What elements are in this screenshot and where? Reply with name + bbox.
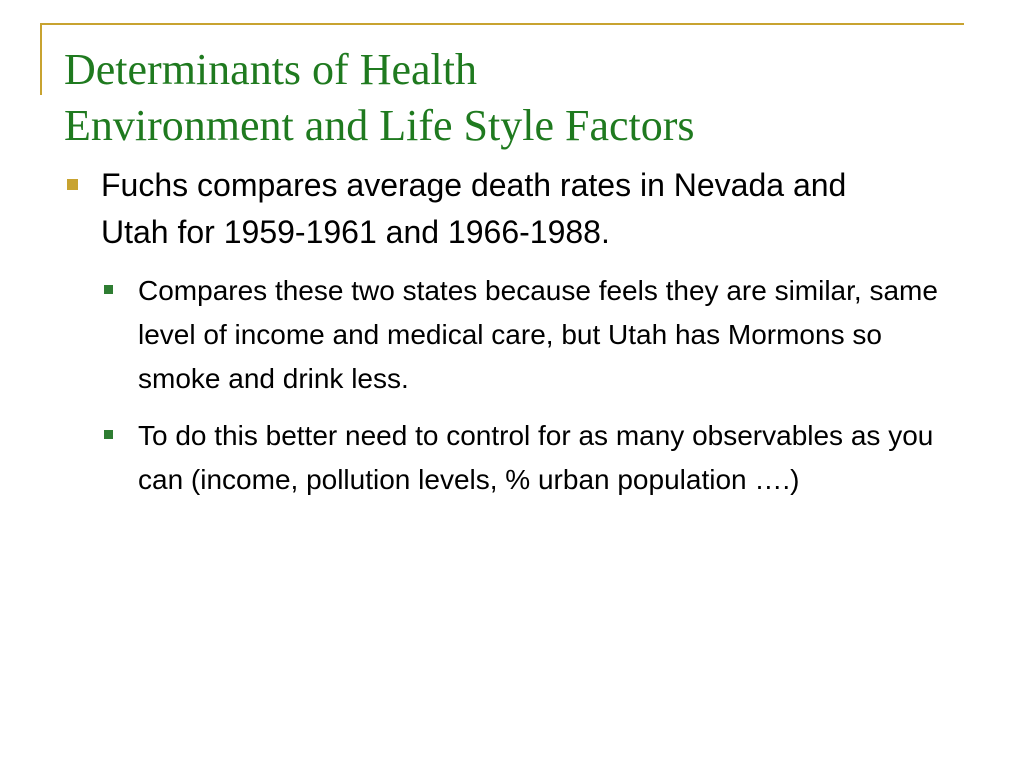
bullet-item bbox=[64, 162, 921, 256]
title-line-2: Environment and Life Style Factors bbox=[64, 101, 695, 150]
square-bullet-icon bbox=[104, 285, 113, 294]
slide-title bbox=[64, 42, 964, 154]
title-top-rule bbox=[40, 23, 964, 25]
square-bullet-icon bbox=[104, 430, 113, 439]
sub-bullet-text: Compares these two states because feels they are similar, same level of income and medical care, but Utah has Mormons so smoke and drink less. bbox=[138, 275, 938, 394]
title-left-rule bbox=[40, 23, 42, 95]
square-bullet-icon bbox=[67, 179, 78, 190]
sub-bullet-item bbox=[64, 269, 940, 401]
sub-bullet-text: To do this better need to control for as many observables as you can (income, pollution levels, % urban population ….) bbox=[138, 420, 934, 495]
sub-bullet-item bbox=[64, 414, 940, 502]
bullet-text: Fuchs compares average death rates in Nevada and Utah for 1959-1961 and 1966-1988. bbox=[101, 167, 847, 250]
slide-body bbox=[64, 162, 964, 515]
sub-bullet-list bbox=[64, 269, 964, 502]
title-line-1: Determinants of Health bbox=[64, 45, 477, 94]
